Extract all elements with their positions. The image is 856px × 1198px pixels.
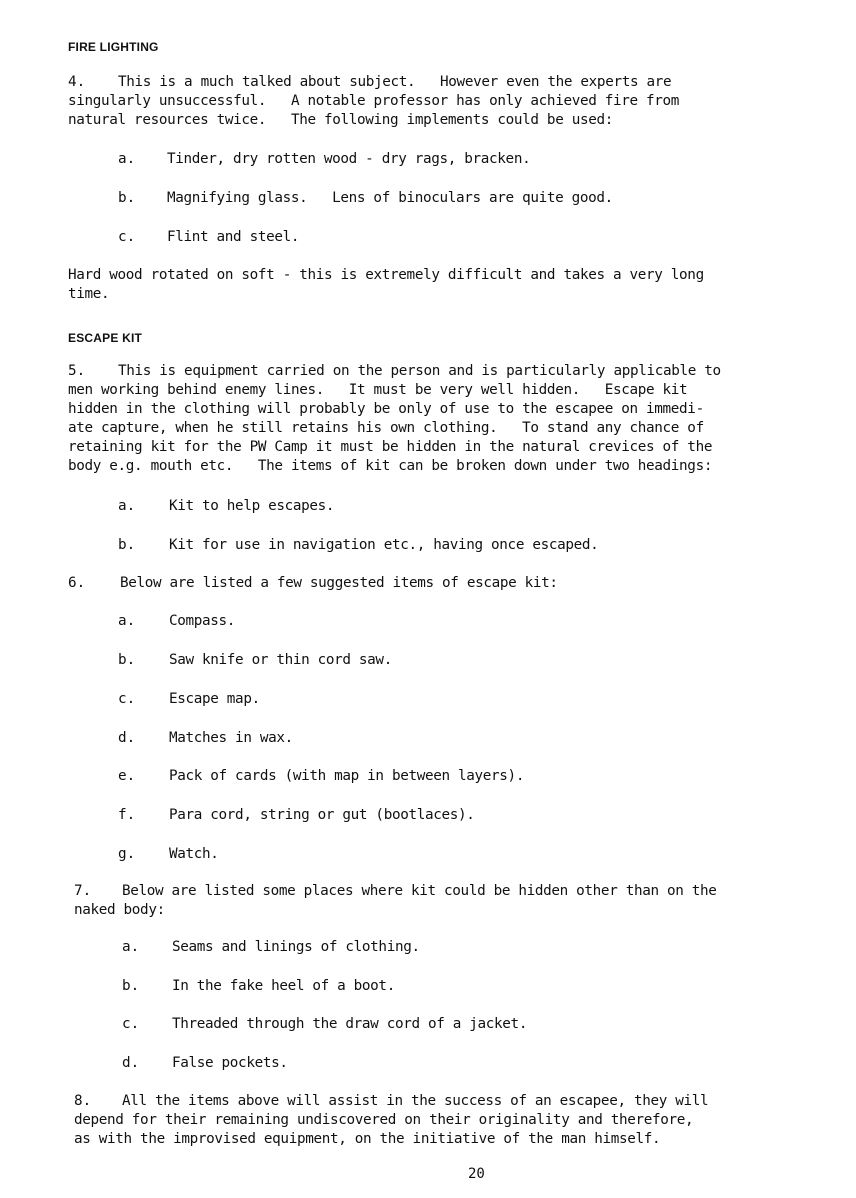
list-item-label: d. — [122, 1055, 140, 1071]
paragraph-5-line-3: hidden in the clothing will probably be only of use to the escapee on immedi- — [68, 401, 704, 417]
list-item-label: d. — [118, 730, 136, 746]
closing-line-2: time. — [68, 286, 110, 302]
paragraph-number-7: 7. — [74, 883, 92, 899]
paragraph-number-4: 4. — [68, 74, 86, 90]
list-item-label: a. — [118, 613, 136, 629]
list-item-label: a. — [118, 498, 136, 514]
list-item-text: False pockets. — [172, 1055, 288, 1071]
paragraph-7-line-1: Below are listed some places where kit could be hidden other than on the — [122, 883, 717, 899]
list-item-label: a. — [122, 939, 140, 955]
list-item-label: b. — [118, 537, 136, 553]
list-item-text: Seams and linings of clothing. — [172, 939, 420, 955]
paragraph-5-line-6: body e.g. mouth etc. The items of kit can be broken down under two headings: — [68, 458, 713, 474]
paragraph-7-line-2: naked body: — [74, 902, 165, 918]
paragraph-number-5: 5. — [68, 363, 86, 379]
list-item-text: Tinder, dry rotten wood - dry rags, bracken. — [167, 151, 531, 167]
list-item-label: a. — [118, 151, 136, 167]
paragraph-5-line-1: This is equipment carried on the person and is particularly applicable to — [118, 363, 721, 379]
list-item-text: Pack of cards (with map in between layers). — [169, 768, 525, 784]
paragraph-5-line-2: men working behind enemy lines. It must be very well hidden. Escape kit — [68, 382, 688, 398]
list-item-text: Threaded through the draw cord of a jacket. — [172, 1016, 528, 1032]
list-item-text: In the fake heel of a boot. — [172, 978, 395, 994]
list-item-text: Saw knife or thin cord saw. — [169, 652, 392, 668]
list-item-label: c. — [118, 691, 136, 707]
paragraph-4-line-2: singularly unsuccessful. A notable professor has only achieved fire from — [68, 93, 680, 109]
paragraph-8-line-3: as with the improvised equipment, on the initiative of the man himself. — [74, 1131, 661, 1147]
list-item-text: Flint and steel. — [167, 229, 300, 245]
paragraph-4-line-1: This is a much talked about subject. However even the experts are — [118, 74, 672, 90]
paragraph-8-line-2: depend for their remaining undiscovered on their originality and therefore, — [74, 1112, 694, 1128]
list-item-label: c. — [118, 229, 136, 245]
list-item-label: b. — [122, 978, 140, 994]
list-item-text: Magnifying glass. Lens of binoculars are quite good. — [167, 190, 613, 206]
section-heading-fire-lighting: FIRE LIGHTING — [68, 40, 159, 54]
paragraph-number-8: 8. — [74, 1093, 92, 1109]
paragraph-5-line-4: ate capture, when he still retains his own clothing. To stand any chance of — [68, 420, 704, 436]
list-item-label: f. — [118, 807, 136, 823]
list-item-label: b. — [118, 190, 136, 206]
list-item-text: Para cord, string or gut (bootlaces). — [169, 807, 475, 823]
list-item-text: Watch. — [169, 846, 219, 862]
list-item-label: g. — [118, 846, 136, 862]
paragraph-8-line-1: All the items above will assist in the success of an escapee, they will — [122, 1093, 709, 1109]
paragraph-6-text: Below are listed a few suggested items of escape kit: — [120, 575, 558, 591]
closing-line-1: Hard wood rotated on soft - this is extremely difficult and takes a very long — [68, 267, 704, 283]
list-item-text: Kit to help escapes. — [169, 498, 335, 514]
list-item-text: Compass. — [169, 613, 236, 629]
list-item-text: Escape map. — [169, 691, 260, 707]
paragraph-5-line-5: retaining kit for the PW Camp it must be hidden in the natural crevices of the — [68, 439, 713, 455]
page-number: 20 — [468, 1166, 485, 1182]
paragraph-number-6: 6. — [68, 575, 86, 591]
list-item-label: e. — [118, 768, 136, 784]
paragraph-4-line-3: natural resources twice. The following implements could be used: — [68, 112, 613, 128]
list-item-text: Matches in wax. — [169, 730, 293, 746]
list-item-text: Kit for use in navigation etc., having once escaped. — [169, 537, 599, 553]
list-item-label: b. — [118, 652, 136, 668]
section-heading-escape-kit: ESCAPE KIT — [68, 331, 143, 345]
list-item-label: c. — [122, 1016, 140, 1032]
